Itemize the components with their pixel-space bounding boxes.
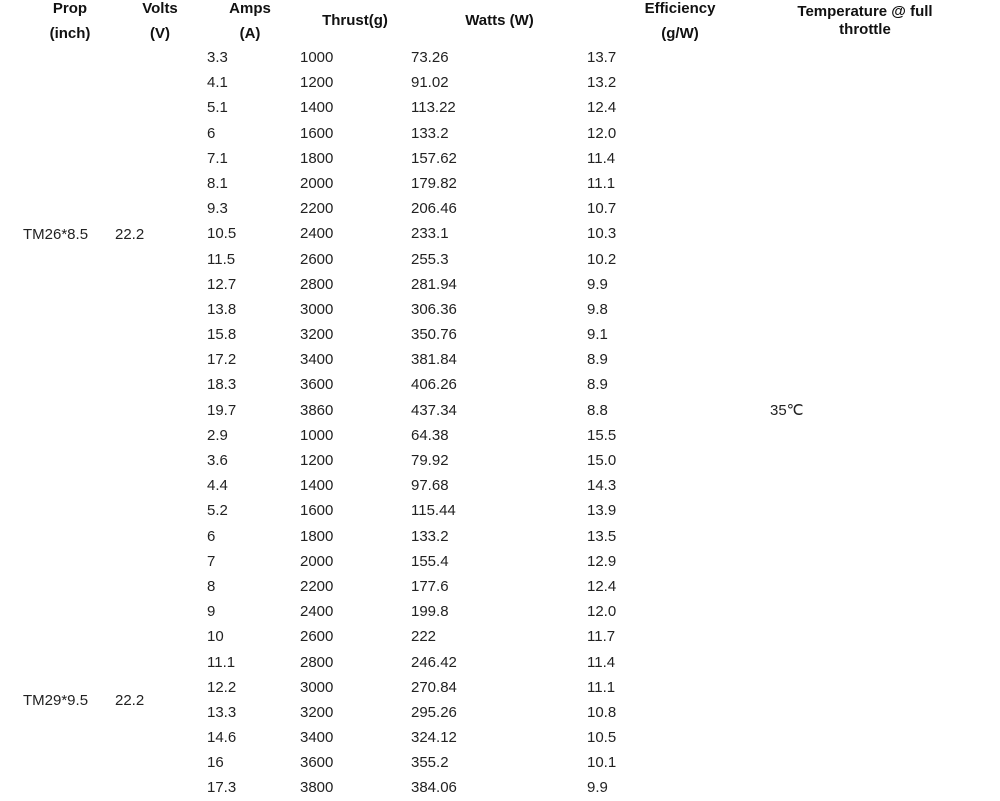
watts-cell: 384.06 (411, 779, 457, 797)
watts-cell: 97.68 (411, 477, 449, 495)
watts-cell: 255.3 (411, 250, 449, 268)
table-row (0, 498, 1000, 523)
thrust-cell: 1800 (300, 527, 334, 545)
efficiency-cell: 10.5 (587, 729, 617, 747)
table-row (0, 272, 1000, 297)
header-prop-line2: (inch) (49, 25, 91, 42)
amps-cell: 19.7 (207, 401, 237, 419)
amps-cell: 4.4 (207, 477, 228, 495)
thrust-cell: 3800 (300, 779, 334, 797)
watts-cell: 79.92 (411, 452, 449, 469)
thrust-cell: 3600 (300, 754, 334, 772)
watts-cell: 113.22 (411, 99, 456, 117)
efficiency-cell: 12.4 (587, 99, 617, 117)
header-watts: Watts (W) (465, 12, 534, 29)
header-efficiency-line1: Efficiency (644, 0, 716, 17)
efficiency-cell: 15.0 (587, 452, 617, 469)
efficiency-cell: 11.1 (587, 678, 616, 696)
thrust-cell: 1000 (300, 49, 334, 66)
thrust-cell: 3200 (300, 703, 334, 721)
watts-cell: 233.1 (411, 225, 449, 243)
table-row (0, 524, 1000, 549)
group-2-volts: 22.2 (115, 692, 145, 709)
thrust-cell: 3600 (300, 376, 334, 394)
amps-cell: 6 (207, 124, 216, 142)
table-row (0, 196, 1000, 221)
efficiency-cell: 12.0 (587, 603, 617, 621)
thrust-cell: 1600 (300, 502, 334, 520)
thrust-cell: 3400 (300, 729, 334, 747)
header-prop (30, 0, 110, 46)
amps-cell: 8.1 (207, 174, 228, 192)
thrust-cell: 1800 (300, 149, 334, 167)
watts-cell: 246.42 (411, 653, 457, 671)
amps-cell: 7.1 (207, 149, 228, 167)
header-prop-line1: Prop (52, 0, 88, 17)
watts-cell: 177.6 (411, 577, 449, 595)
efficiency-cell: 13.2 (587, 74, 617, 92)
efficiency-cell: 12.0 (587, 124, 617, 142)
amps-cell: 10 (207, 628, 224, 646)
amps-cell: 8 (207, 577, 216, 595)
efficiency-cell: 11.7 (587, 628, 616, 646)
header-efficiency (630, 0, 730, 46)
amps-cell: 11.5 (207, 250, 236, 268)
watts-cell: 350.76 (411, 326, 457, 344)
watts-cell: 199.8 (411, 603, 449, 621)
header-volts (130, 0, 190, 46)
amps-cell: 10.5 (207, 225, 237, 243)
table-row (0, 398, 1000, 423)
table-row (0, 750, 1000, 775)
watts-cell: 306.36 (411, 300, 457, 318)
watts-cell: 179.82 (411, 174, 457, 192)
table-row (0, 675, 1000, 700)
amps-cell: 7 (207, 552, 216, 570)
table-row (0, 70, 1000, 95)
amps-cell: 4.1 (207, 74, 228, 92)
watts-cell: 270.84 (411, 678, 457, 696)
efficiency-cell: 9.9 (587, 779, 608, 797)
amps-cell: 13.8 (207, 300, 237, 318)
amps-cell: 3.6 (207, 452, 228, 469)
data-table-body (0, 45, 1000, 801)
watts-cell: 281.94 (411, 275, 457, 293)
amps-cell: 9.3 (207, 200, 228, 218)
amps-cell: 2.9 (207, 426, 228, 444)
thrust-cell: 1600 (300, 124, 334, 142)
table-row (0, 322, 1000, 347)
watts-cell: 157.62 (411, 149, 457, 167)
amps-cell: 12.7 (207, 275, 237, 293)
watts-cell: 133.2 (411, 527, 449, 545)
amps-cell: 5.2 (207, 502, 228, 520)
watts-cell: 437.34 (411, 401, 457, 419)
table-row (0, 372, 1000, 397)
efficiency-cell: 8.9 (587, 351, 608, 369)
watts-cell: 133.2 (411, 124, 449, 142)
group-2-prop: TM29*9.5 (23, 692, 89, 709)
efficiency-cell: 12.4 (587, 577, 617, 595)
watts-cell: 295.26 (411, 703, 457, 721)
efficiency-cell: 11.1 (587, 174, 616, 192)
header-efficiency-line2: (g/W) (661, 25, 699, 42)
watts-cell: 155.4 (411, 552, 449, 570)
thrust-cell: 2000 (300, 552, 334, 570)
efficiency-cell: 12.9 (587, 552, 617, 570)
efficiency-cell: 11.4 (587, 149, 616, 167)
amps-cell: 16 (207, 754, 224, 772)
header-volts-line1: Volts (142, 0, 178, 17)
efficiency-cell: 9.8 (587, 300, 608, 318)
thrust-cell: 2000 (300, 174, 334, 192)
group-1-volts: 22.2 (115, 226, 145, 243)
thrust-cell: 2600 (300, 250, 334, 268)
watts-cell: 406.26 (411, 376, 457, 394)
watts-cell: 115.44 (411, 502, 456, 520)
watts-cell: 222 (411, 628, 437, 646)
efficiency-cell: 13.9 (587, 502, 617, 520)
amps-cell: 17.2 (207, 351, 237, 369)
efficiency-cell: 9.9 (587, 275, 608, 293)
efficiency-cell: 14.3 (587, 477, 617, 495)
efficiency-cell: 10.3 (587, 225, 617, 243)
efficiency-cell: 11.4 (587, 653, 616, 671)
efficiency-cell: 10.7 (587, 200, 617, 218)
table-row (0, 574, 1000, 599)
table-row (0, 448, 1000, 473)
efficiency-cell: 13.5 (587, 527, 617, 545)
thrust-cell: 2600 (300, 628, 334, 646)
amps-cell: 3.3 (207, 49, 228, 66)
amps-cell: 12.2 (207, 678, 237, 696)
thrust-cell: 3000 (300, 300, 334, 318)
table-row (0, 725, 1000, 750)
efficiency-cell: 15.5 (587, 426, 617, 444)
table-row (0, 146, 1000, 171)
efficiency-cell: 8.9 (587, 376, 608, 394)
thrust-cell: 2800 (300, 653, 334, 671)
header-amps-line2: (A) (239, 25, 261, 42)
table-row (0, 247, 1000, 272)
thrust-cell: 1000 (300, 426, 334, 444)
amps-cell: 14.6 (207, 729, 237, 747)
table-row (0, 423, 1000, 448)
group-1-prop: TM26*8.5 (23, 226, 89, 243)
thrust-cell: 1400 (300, 477, 334, 495)
watts-cell: 91.02 (411, 74, 449, 92)
thrust-cell: 1400 (300, 99, 334, 117)
header-amps (220, 0, 280, 46)
table-row (0, 121, 1000, 146)
temperature-value: 35℃ (770, 402, 804, 419)
table-row (0, 599, 1000, 624)
thrust-cell: 2200 (300, 200, 334, 218)
table-row (0, 473, 1000, 498)
table-row (0, 549, 1000, 574)
efficiency-cell: 13.7 (587, 49, 617, 66)
amps-cell: 6 (207, 527, 216, 545)
efficiency-cell: 9.1 (587, 326, 608, 344)
thrust-cell: 3200 (300, 326, 334, 344)
thrust-cell: 3000 (300, 678, 334, 696)
watts-cell: 324.12 (411, 729, 457, 747)
amps-cell: 11.1 (207, 653, 236, 671)
table-row (0, 45, 1000, 70)
header-thrust: Thrust(g) (322, 12, 388, 29)
watts-cell: 206.46 (411, 200, 457, 218)
watts-cell: 73.26 (411, 49, 449, 66)
header-amps-line1: Amps (229, 0, 271, 17)
watts-cell: 355.2 (411, 754, 449, 772)
header-volts-line2: (V) (150, 25, 170, 42)
amps-cell: 15.8 (207, 326, 237, 344)
table-row (0, 624, 1000, 649)
amps-cell: 9 (207, 603, 216, 621)
thrust-cell: 3400 (300, 351, 334, 369)
table-row (0, 700, 1000, 725)
thrust-cell: 2800 (300, 275, 334, 293)
efficiency-cell: 8.8 (587, 401, 608, 419)
table-row (0, 650, 1000, 675)
thrust-cell: 2400 (300, 603, 334, 621)
header-temperature (780, 3, 950, 39)
amps-cell: 17.3 (207, 779, 237, 797)
thrust-cell: 1200 (300, 74, 334, 92)
efficiency-cell: 10.1 (587, 754, 617, 772)
amps-cell: 5.1 (207, 99, 228, 117)
efficiency-cell: 10.8 (587, 703, 617, 721)
header-temperature-line1: Temperature @ full (797, 3, 933, 20)
efficiency-cell: 10.2 (587, 250, 617, 268)
thrust-cell: 2400 (300, 225, 334, 243)
table-row (0, 297, 1000, 322)
amps-cell: 18.3 (207, 376, 237, 394)
table-row (0, 171, 1000, 196)
watts-cell: 64.38 (411, 426, 449, 444)
watts-cell: 381.84 (411, 351, 457, 369)
amps-cell: 13.3 (207, 703, 237, 721)
table-row (0, 347, 1000, 372)
thrust-cell: 2200 (300, 577, 334, 595)
table-row (0, 95, 1000, 120)
thrust-cell: 3860 (300, 401, 334, 419)
thrust-cell: 1200 (300, 452, 334, 469)
table-row (0, 221, 1000, 246)
header-temperature-line2: throttle (839, 21, 891, 38)
